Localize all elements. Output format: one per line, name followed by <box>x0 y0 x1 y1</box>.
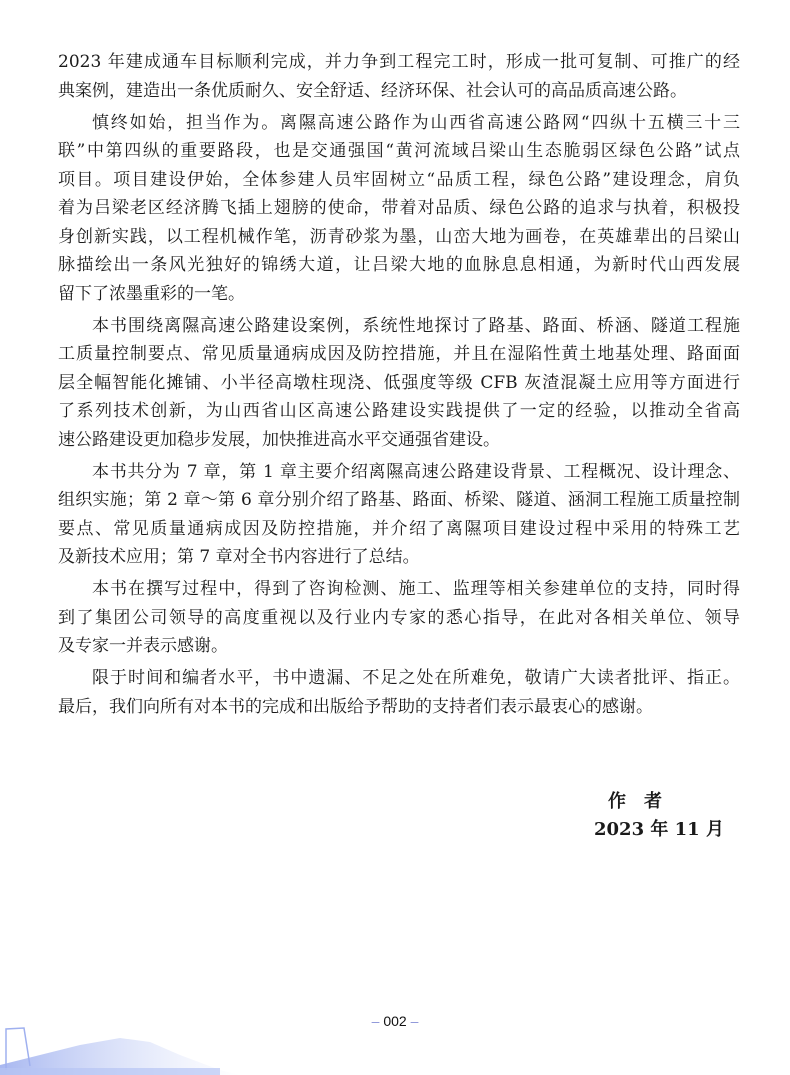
text-line: 了系列技术创新，为山西省山区高速公路建设实践提供了一定的经验，以推动全省高 <box>58 401 740 421</box>
signature-author: 作者 <box>608 791 680 812</box>
text-line: 2023 年建成通车目标顺利完成，并力争到工程完工时，形成一批可复制、可推广的经 <box>58 52 740 72</box>
text-line: 留下了浓墨重彩的一笔。 <box>58 283 245 304</box>
text-line: 本书在撰写过程中，得到了咨询检测、施工、监理等相关参建单位的支持，同时得 <box>92 579 740 599</box>
paragraph <box>58 664 740 721</box>
text-line: 及专家一并表示感谢。 <box>58 636 228 656</box>
paragraph <box>58 48 740 105</box>
text-line: 及新技术应用；第 7 章对全书内容进行了总结。 <box>58 547 420 567</box>
text-line: 本书共分为 7 章，第 1 章主要介绍离隰高速公路建设背景、工程概况、设计理念、 <box>92 461 740 482</box>
text-line: 典案例，建造出一条优质耐久、安全舒适、经济环保、社会认可的高品质高速公路。 <box>58 80 687 101</box>
text-line: 本书围绕离隰高速公路建设案例，系统性地探讨了路基、路面、桥涵、隧道工程施 <box>92 315 740 336</box>
text-line: 层全幅智能化摊铺、小半径高墩柱现浇、低强度等级 CFB 灰渣混凝土应用等方面进行 <box>58 372 740 393</box>
paragraph <box>58 575 740 661</box>
text-line: 限于时间和编者水平，书中遗漏、不足之处在所难免，敬请广大读者批评、指正。 <box>92 668 740 688</box>
text-line: 要点、常见质量通病成因及防控措施，并介绍了离隰项目建设过程中采用的特殊工艺 <box>58 518 740 539</box>
text-line: 速公路建设更加稳步发展，加快推进高水平交通强省建设。 <box>58 429 500 450</box>
signature-date: 2023 年 11 月 <box>594 819 724 840</box>
text-line: 身创新实践，以工程机械作笔，沥青砂浆为墨，山峦大地为画卷，在英雄辈出的吕梁山 <box>58 226 740 247</box>
text-line: 脉描绘出一条风光独好的锦绣大道，让吕梁大地的血脉息息相通，为新时代山西发展 <box>58 255 740 275</box>
page-number-value: 002 <box>383 1013 407 1029</box>
text-line: 最后，我们向所有对本书的完成和出版给予帮助的支持者们表示最衷心的感谢。 <box>58 696 653 717</box>
text-line: 着为吕梁老区经济腾飞插上翅膀的使命，带着对品质、绿色公路的追求与执着，积极投 <box>58 198 740 218</box>
page-number <box>0 1013 790 1029</box>
text-line: 组织实施；第 2 章～第 6 章分别介绍了路基、路面、桥梁、隧道、涵洞工程施工质量控制 <box>58 490 740 510</box>
text-line: 联”中第四纵的重要路段，也是交通强国“黄河流域吕梁山生态脆弱区绿色公路”试点 <box>58 141 740 161</box>
dash-left: – <box>371 1013 380 1029</box>
text-line: 慎终如始，担当作为。离隰高速公路作为山西省高速公路网“四纵十五横三十三 <box>92 112 740 133</box>
text-line: 到了集团公司领导的高度重视以及行业内专家的悉心指导，在此对各相关单位、领导 <box>58 607 740 628</box>
paragraph <box>58 312 740 455</box>
paragraph <box>58 109 740 309</box>
paragraph <box>58 458 740 572</box>
dash-right: – <box>410 1013 419 1029</box>
preface-body <box>58 48 740 725</box>
text-line: 项目。项目建设伊始，全体参建人员牢固树立“品质工程，绿色公路”建设理念，肩负 <box>58 169 740 190</box>
text-line: 工质量控制要点、常见质量通病成因及防控措施，并且在湿陷性黄土地基处理、路面面 <box>58 344 740 364</box>
